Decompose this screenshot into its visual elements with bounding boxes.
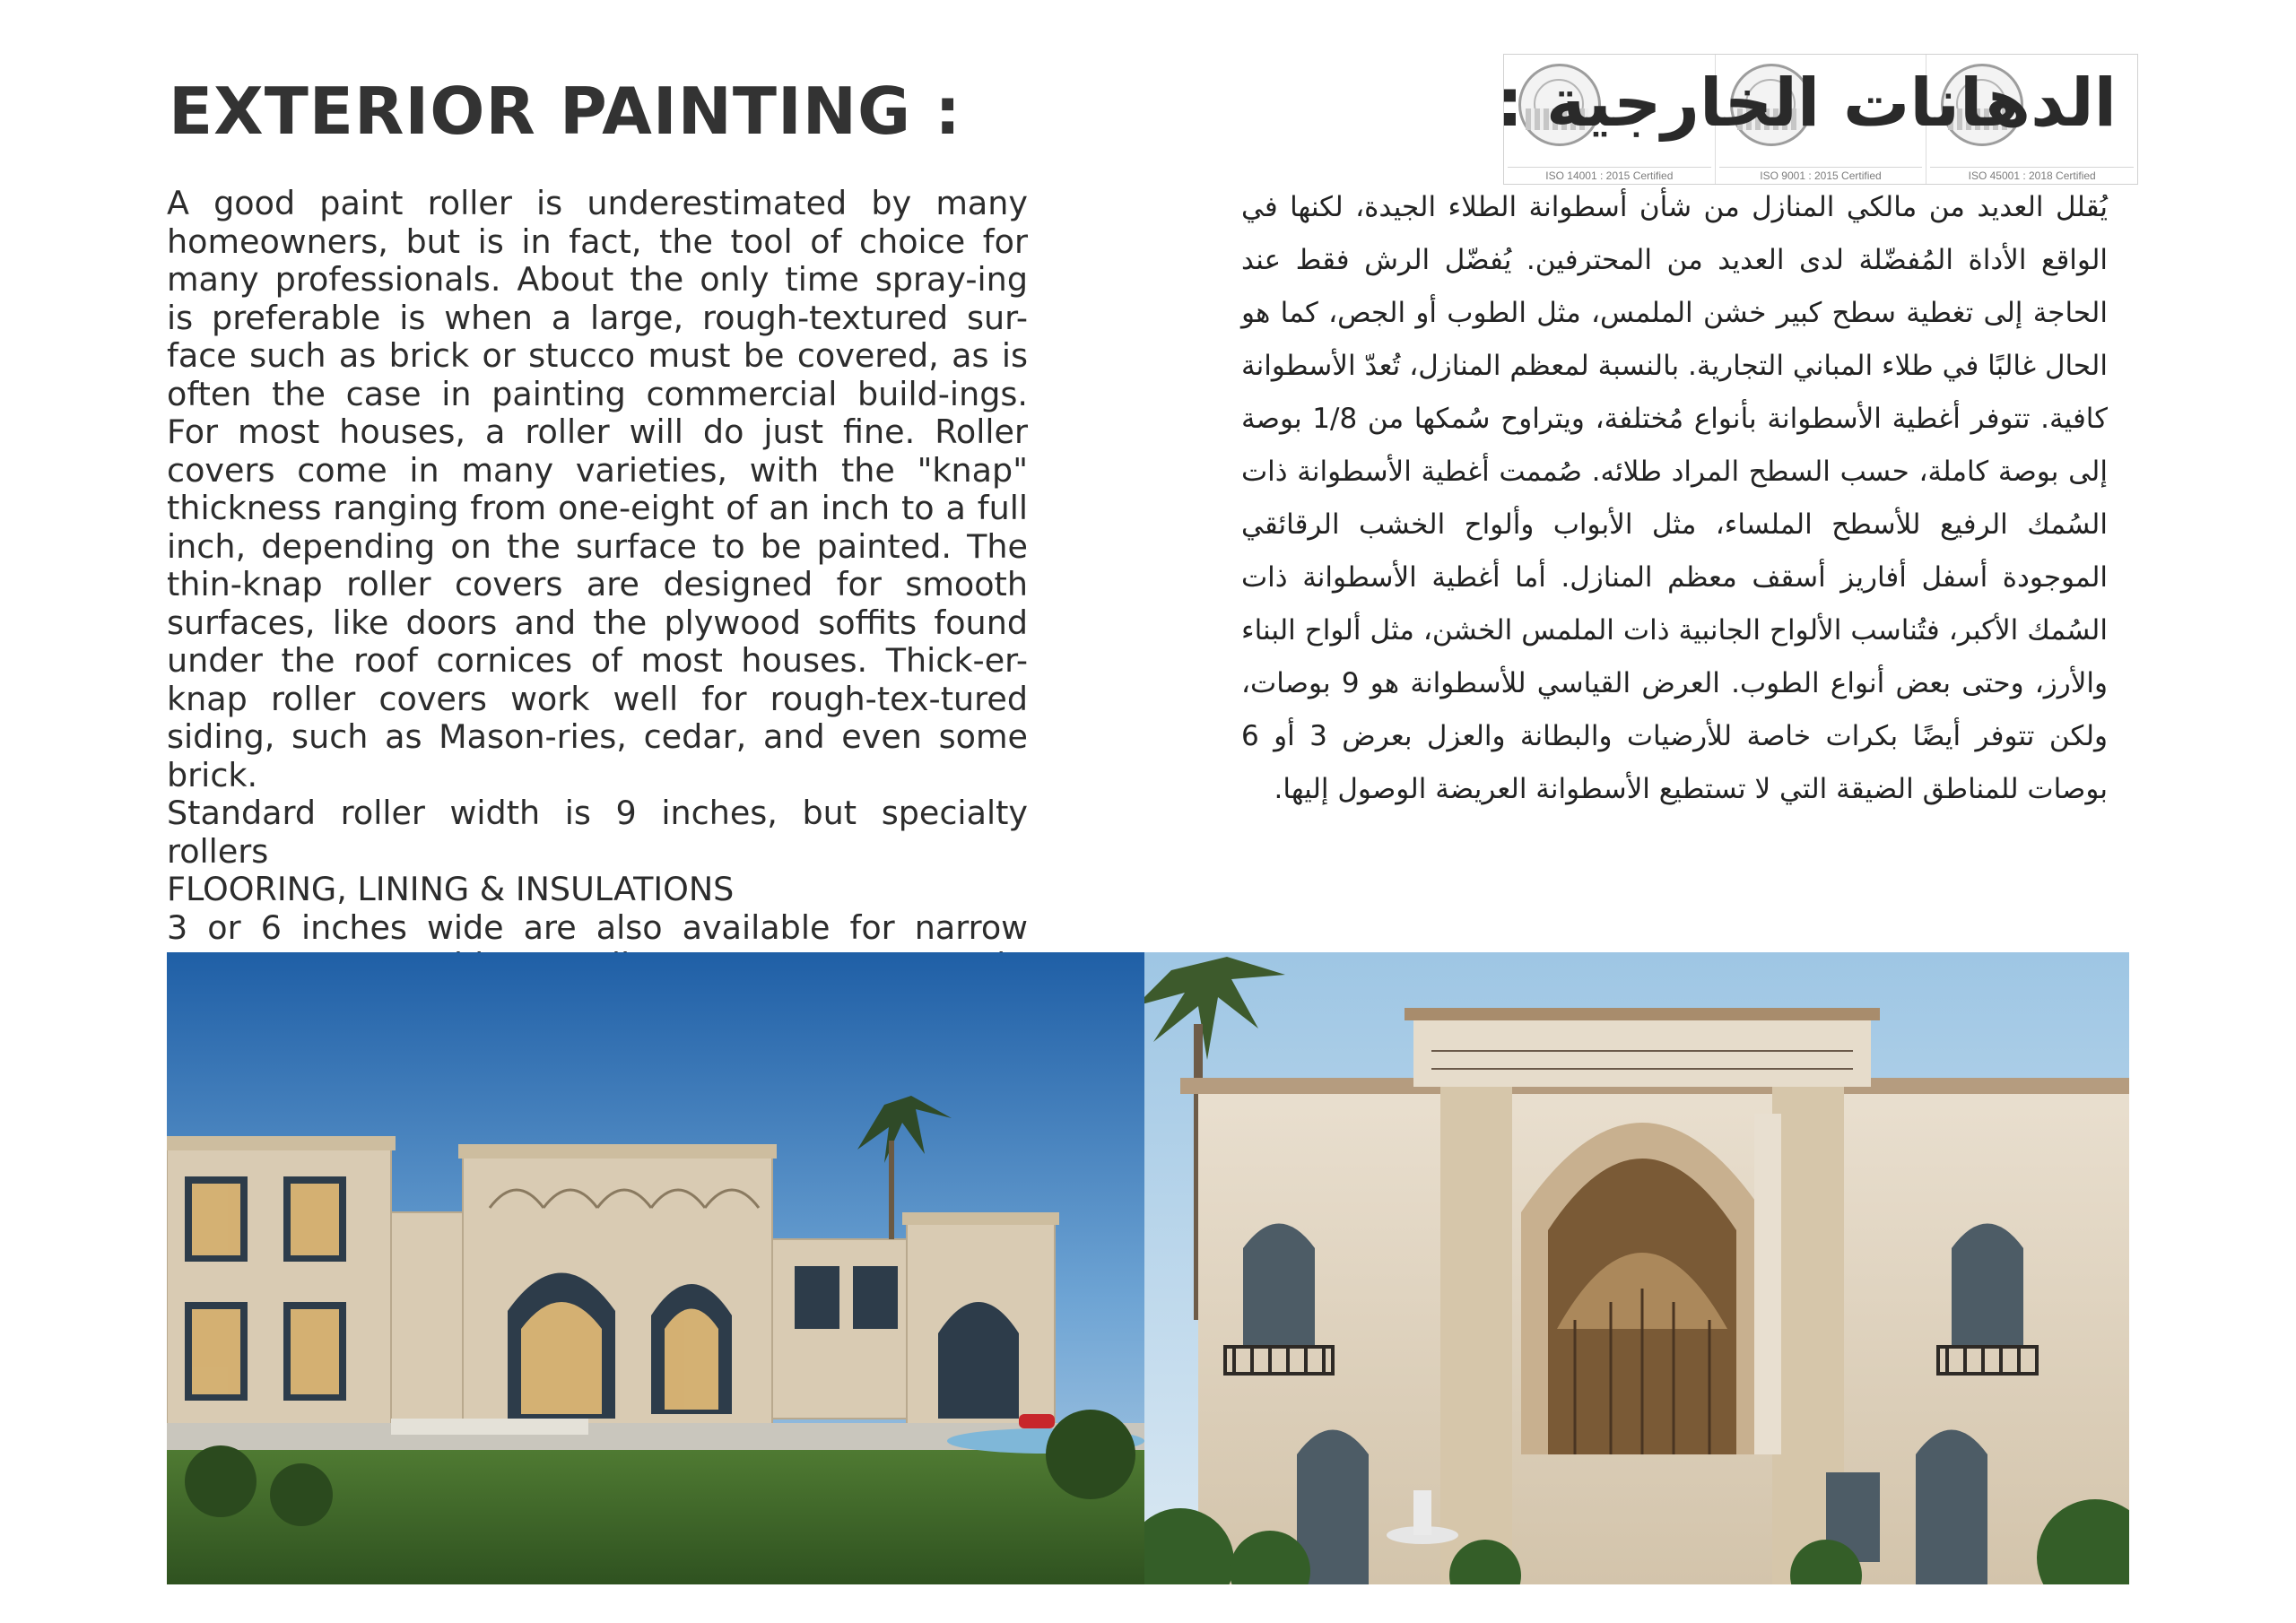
- arabic-description: يُقلل العديد من مالكي المنازل من شأن أسطوانة الطلاء الجيدة، لكنها في الواقع الأداة المُفضّلة لدى العديد من المحترفين. يُفضّل الرش فقط عند الحاجة إلى تغطية سطح كبير خشن الملمس، مثل الطوب أو الجص، كما هو الحال غالبًا في طلاء المباني التجارية. بالنسبة لمعظم المنازل، تُعدّ الأسطوانة كافية. تتوفر أغطية الأسطوانة بأنواع مُختلفة، ويتراوح سُمكها من 1/8 بوصة إلى بوصة كاملة، حسب السطح المراد طلائه. صُممت أغطية الأسطوانة ذات السُمك الرفيع للأسطح الملساء، مثل الأبواب وألواح الخشب الرقائقي الموجودة أسفل أفاريز أسقف معظم المنازل. أما أغطية الأسطوانة ذات السُمك الأكبر، فتُناسب الألواح الجانبية ذات الملمس الخشن، مثل ألواح البناء والأرز، وحتى بعض أنواع الطوب. العرض القياسي للأسطوانة هو 9 بوصات، ولكن تتوفر أيضًا بكرات خاصة للأرضيات والبطانة والعزل بعرض 3 أو 6 بوصات للمناطق الضيقة التي لا تستطيع الأسطوانة العريضة الوصول إليها.: [1241, 191, 2108, 805]
- english-paragraph: 3 or 6 inches wide are also available for narrow: [167, 907, 1028, 947]
- english-paragraph: A good paint roller is underestimated by many homeowners, but is in fact, the tool of choice for many professionals. About the only time spray-ing is preferable is when a large, rough-textured sur-face such as brick or stucco must be covered, as is often the case in painting commercial build-ings. For most houses, a roller will do just fine. Roller covers come in many varieties, with the "knap" thickness ranging from one-eight of an inch to a full inch, depending on the surface to be painted. The thin-knap roller covers are designed for smooth surfaces, like doors and the plywood soffits found under the roof cornices of most houses. Thick-er-knap roller covers work well for rough-tex-tured siding, such as Mason-ries, cedar, and even some brick.: [167, 184, 1028, 794]
- cert-label: ISO 14001 : 2015 Certified: [1508, 167, 1711, 182]
- page-title-arabic: الدهانات الخارجية :: [1496, 65, 2117, 142]
- english-paragraph: Standard roller width is 9 inches, but specialty rollers: [167, 794, 1028, 871]
- cert-label: ISO 45001 : 2018 Certified: [1930, 167, 2134, 182]
- villa-photo-evening: [167, 952, 1144, 1584]
- cert-label: ISO 9001 : 2015 Certified: [1719, 167, 1923, 182]
- english-description: [167, 185, 1028, 985]
- page-title-english: EXTERIOR PAINTING :: [169, 74, 961, 149]
- english-subheading: FLOORING, LINING & INSULATIONS: [167, 870, 735, 908]
- villa-photo-facade: [1144, 952, 2129, 1584]
